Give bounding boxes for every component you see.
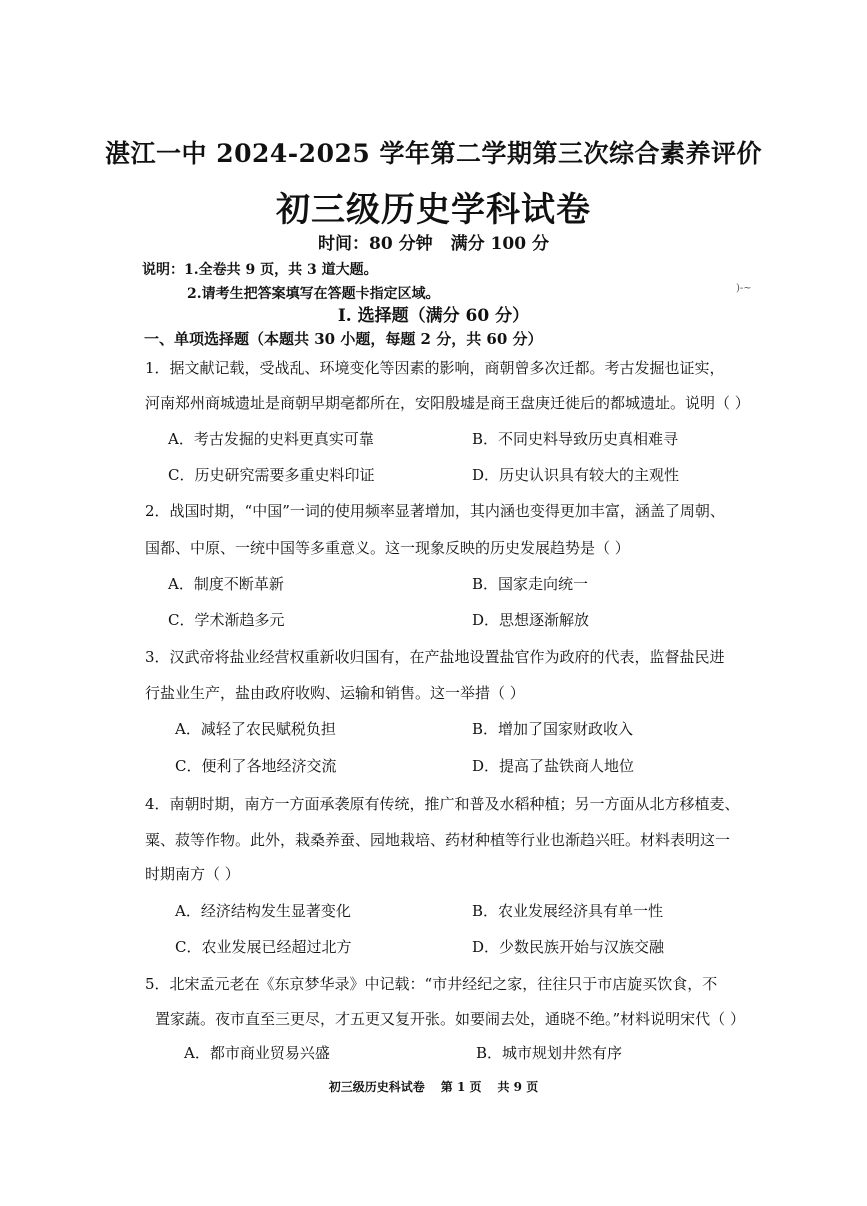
question-3-option-d: D．提高了盐铁商人地位: [472, 757, 635, 775]
question-2-line-1: 2．战国时期，“中国”一词的使用频率显著增加，其内涵也变得更加丰富，涵盖了周朝、: [145, 502, 725, 520]
instruction-line-1: 说明：1.全卷共 9 页，共 3 道大题。: [142, 262, 378, 278]
question-4-option-c: C．农业发展已经超过北方: [175, 938, 352, 956]
footer-total: 共 9 页: [497, 1080, 539, 1094]
question-1-option-d: D．历史认识具有较大的主观性: [472, 466, 680, 484]
question-3-line-1: 3．汉武帝将盐业经营权重新收归国有，在产盐地设置盐官作为政府的代表，监督盐民进: [145, 648, 725, 666]
exam-meta: [0, 229, 867, 254]
question-5-line-2: 置家蔬。夜市直至三更尽，才五更又复开张。如要闹去处，通晓不绝。”材料说明宋代（ ）: [155, 1010, 745, 1028]
question-5-line-1: 5．北宋孟元老在《东京梦华录》中记载：“市井经纪之家，往往只于市店旋买饮食，不: [145, 975, 718, 993]
question-4-line-1: 4．南朝时期，南方一方面承袭原有传统，推广和普及水稻种植；另一方面从北方移植麦、: [145, 795, 740, 813]
question-1-option-b: B．不同史料导致历史真相难寻: [472, 430, 679, 448]
question-2-option-d: D．思想逐渐解放: [472, 611, 590, 629]
exam-time: 时间：80 分钟: [318, 234, 433, 254]
page-footer: [0, 1078, 867, 1095]
part-title: I. 选择题（满分 60 分）: [337, 306, 530, 326]
school-title: 湛江一中 2024-2025 学年第二学期第三次综合素养评价: [105, 139, 762, 168]
footer-title: 初三级历史科试卷: [328, 1080, 425, 1094]
question-3-option-c: C．便利了各地经济交流: [175, 757, 337, 775]
question-5-option-a: A．都市商业贸易兴盛: [184, 1044, 330, 1062]
question-1-option-c: C．历史研究需要多重史料印证: [168, 466, 375, 484]
exam-full-score: 满分 100 分: [450, 234, 549, 254]
question-1-line-2: 河南郑州商城遗址是商朝早期亳都所在，安阳殷墟是商王盘庚迁徙后的都城遗址。说明（ ）: [145, 394, 750, 412]
question-2-option-a: A．制度不断革新: [168, 575, 284, 593]
question-2-line-2: 国都、中原、一统中国等多重意义。这一现象反映的历史发展趋势是（ ）: [145, 539, 630, 557]
question-1-option-a: A．考古发掘的史料更真实可靠: [168, 430, 374, 448]
exam-title: 初三级历史学科试卷: [276, 190, 591, 230]
question-4-option-a: A．经济结构发生显著变化: [175, 902, 351, 920]
question-4-line-3: 时期南方（ ）: [145, 865, 240, 883]
question-1-line-1: 1．据文献记载，受战乱、环境变化等因素的影响，商朝曾多次迁都。考古发掘也证实，: [145, 359, 725, 377]
question-3-line-2: 行盐业生产，盐由政府收购、运输和销售。这一举措（ ）: [145, 684, 525, 702]
question-4-option-d: D．少数民族开始与汉族交融: [472, 938, 665, 956]
section-title: 一、单项选择题（本题共 30 小题，每题 2 分，共 60 分）: [144, 330, 543, 348]
instruction-line-2: 2.请考生把答案填写在答题卡指定区域。: [187, 286, 440, 302]
question-3-option-b: B．增加了国家财政收入: [472, 720, 634, 738]
footer-page: 第 1 页: [440, 1080, 482, 1094]
question-4-option-b: B．农业发展经济具有单一性: [472, 902, 664, 920]
question-3-option-a: A．减轻了农民赋税负担: [175, 720, 336, 738]
question-2-option-c: C．学术渐趋多元: [168, 611, 285, 629]
instructions: [142, 258, 440, 306]
stray-pen-mark: )-~: [736, 283, 752, 294]
question-4-line-2: 粟、菽等作物。此外，栽桑养蚕、园地栽培、药材种植等行业也渐趋兴旺。材料表明这一: [145, 831, 731, 849]
question-5-option-b: B．城市规划井然有序: [476, 1044, 623, 1062]
question-2-option-b: B．国家走向统一: [472, 575, 589, 593]
